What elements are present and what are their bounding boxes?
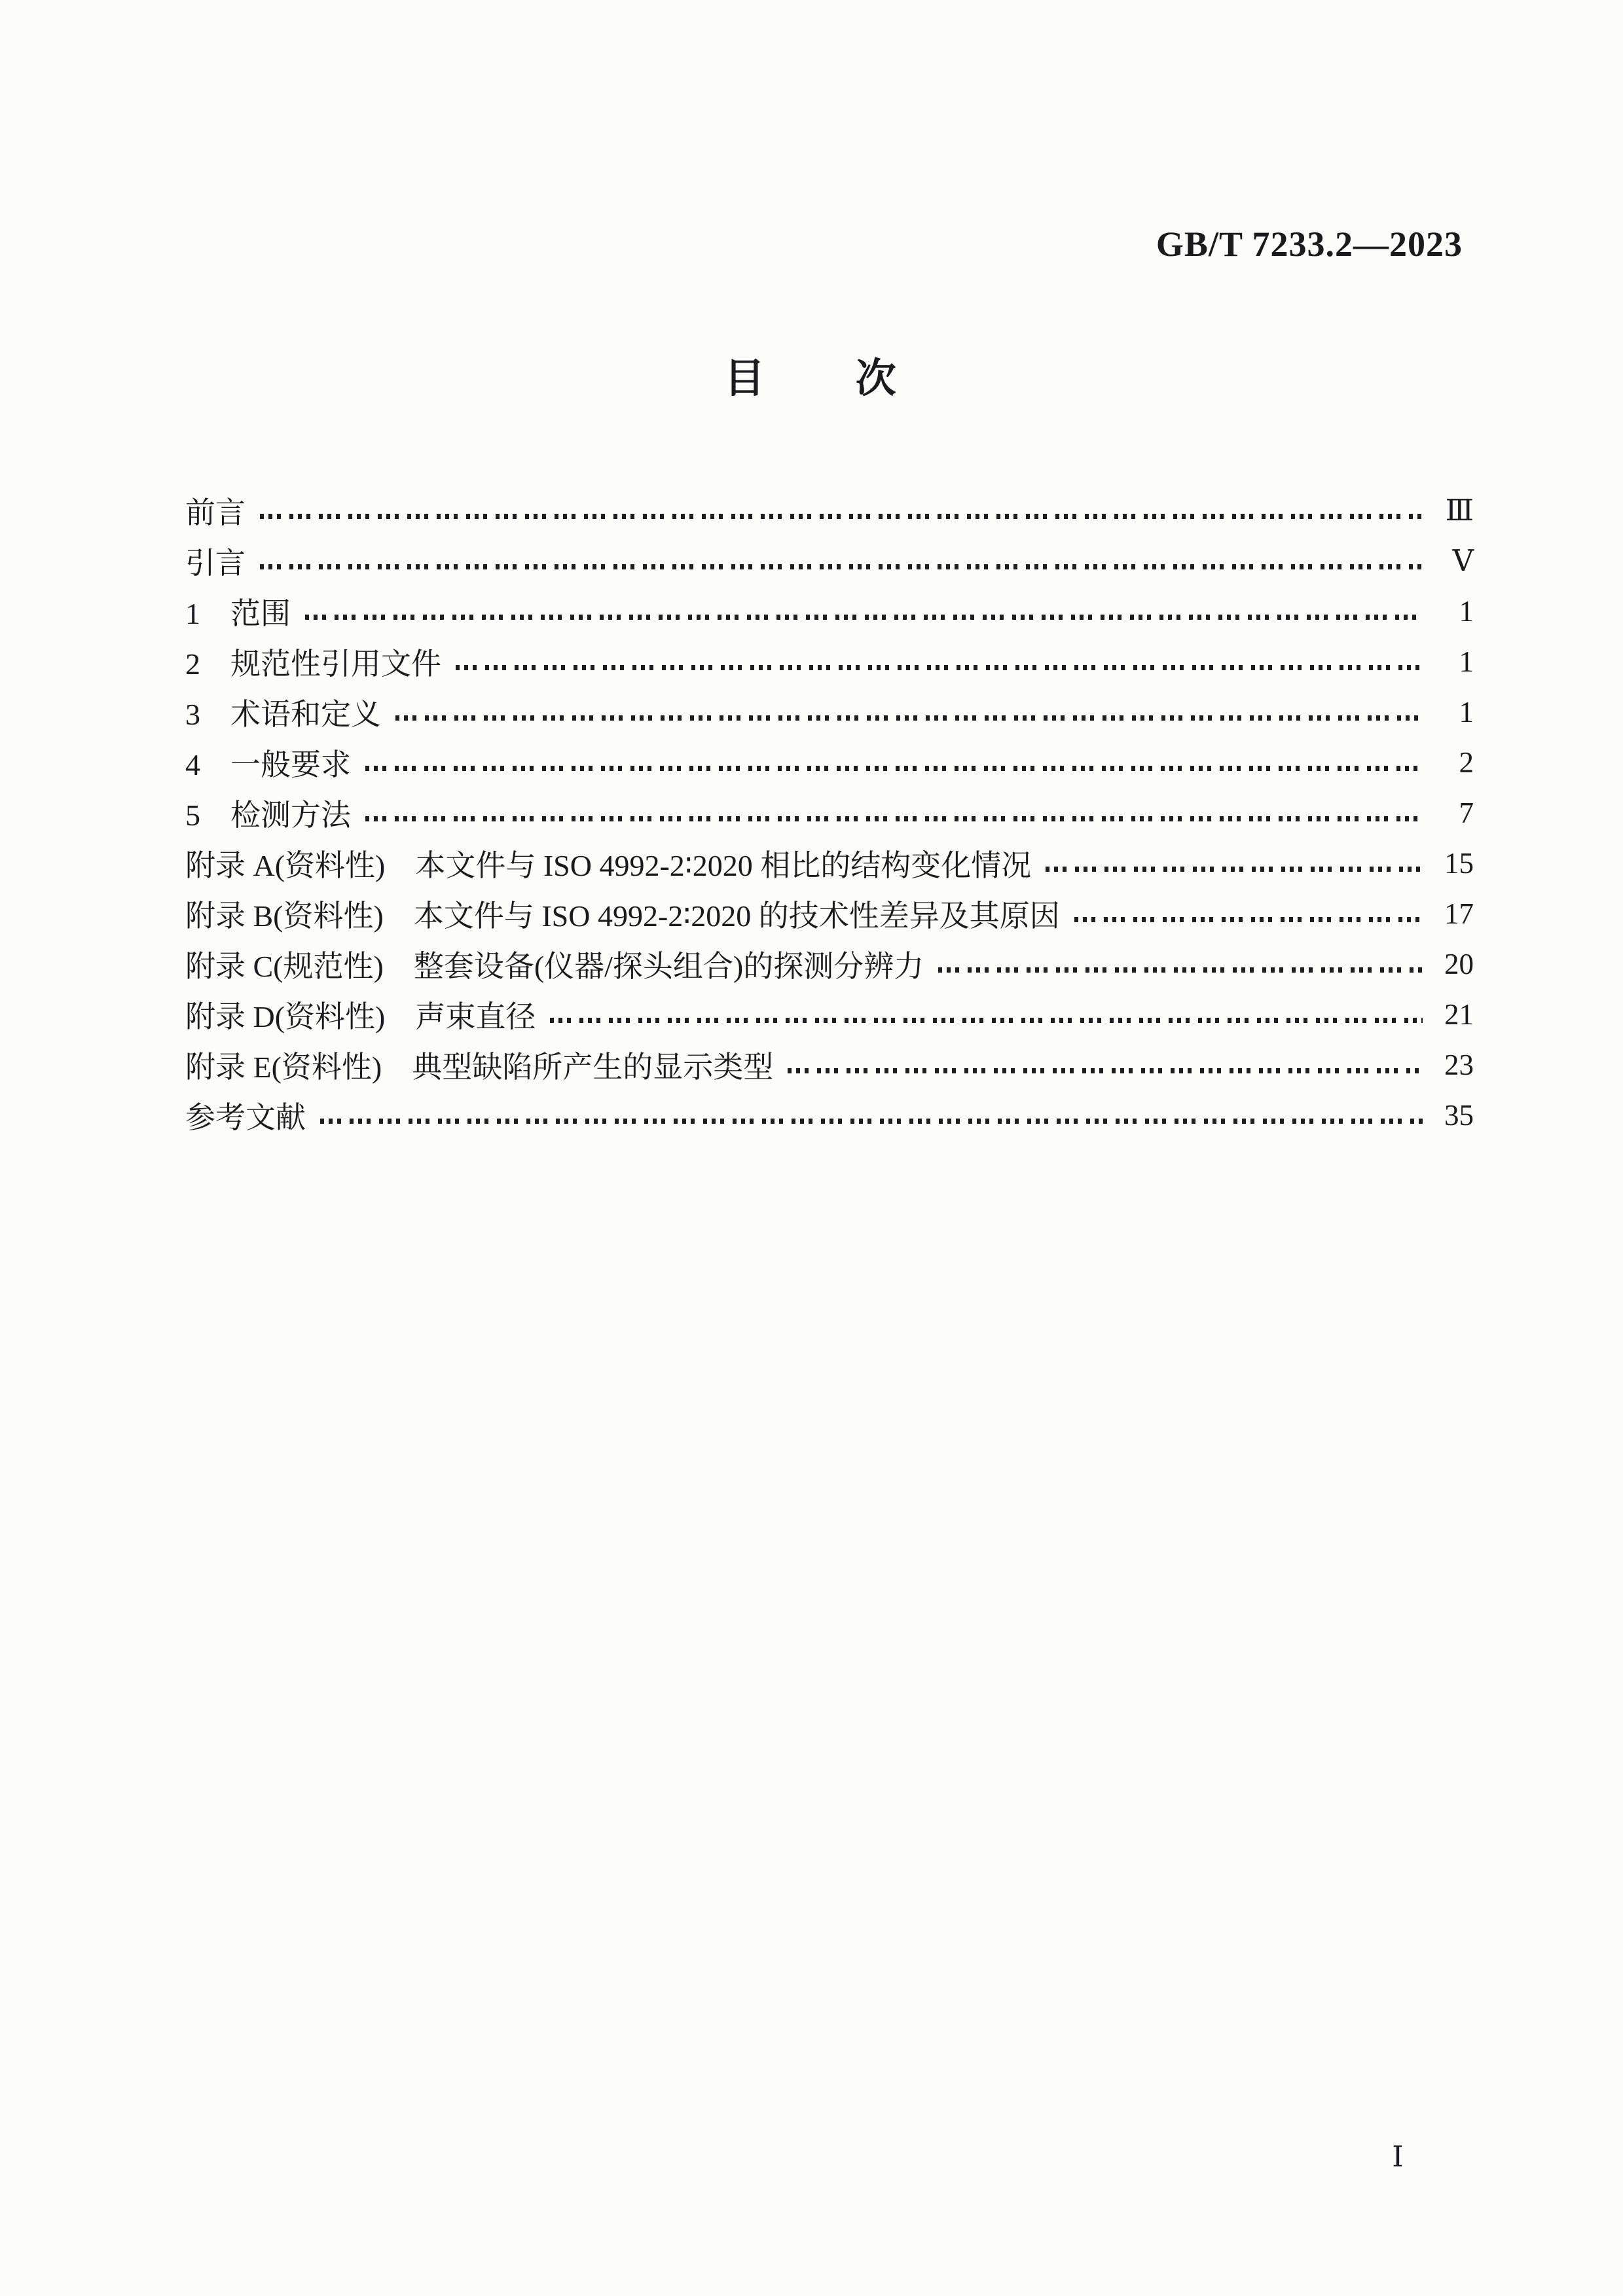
toc-entry-label: 4 一般要求 xyxy=(185,747,351,781)
toc-entry-page: 21 xyxy=(1444,997,1474,1031)
toc-leader-dots xyxy=(550,1018,1423,1023)
table-of-contents xyxy=(185,485,1474,1140)
toc-entry-label: 附录 E(资料性) 典型缺陷所产生的显示类型 xyxy=(185,1050,774,1084)
toc-entry-bibliography xyxy=(185,1090,1474,1140)
toc-entry-label: 2 规范性引用文件 xyxy=(185,647,441,681)
toc-entry-page: 1 xyxy=(1459,695,1474,728)
toc-entry-annex-a xyxy=(185,838,1474,888)
toc-entry-normative-references xyxy=(185,636,1474,687)
page-number-footer: Ⅰ xyxy=(1392,2141,1404,2173)
toc-entry-introduction xyxy=(185,535,1474,586)
toc-leader-dots xyxy=(365,766,1423,771)
toc-entry-page: 17 xyxy=(1444,897,1474,930)
toc-entry-scope xyxy=(185,586,1474,636)
toc-entry-label: 5 检测方法 xyxy=(185,798,351,832)
toc-title: 目 次 xyxy=(724,357,899,401)
toc-leader-dots xyxy=(456,665,1423,670)
toc-entry-annex-c xyxy=(185,939,1474,989)
toc-leader-dots xyxy=(260,564,1423,569)
toc-entry-page: 15 xyxy=(1444,846,1474,880)
toc-leader-dots xyxy=(320,1119,1423,1124)
standard-code: GB/T 7233.2—2023 xyxy=(1156,224,1463,264)
toc-entry-test-methods xyxy=(185,787,1474,838)
toc-leader-dots xyxy=(1074,917,1423,922)
toc-entry-page: Ⅴ xyxy=(1452,545,1474,577)
toc-leader-dots xyxy=(938,967,1423,973)
toc-entry-terms-definitions xyxy=(185,687,1474,737)
toc-leader-dots xyxy=(260,514,1423,519)
toc-entry-page: 1 xyxy=(1459,594,1474,628)
toc-entry-label: 前言 xyxy=(185,495,246,529)
toc-entry-label: 附录 B(资料性) 本文件与 ISO 4992-2∶2020 的技术性差异及其原因 xyxy=(185,899,1060,933)
toc-entry-label: 附录 C(规范性) 整套设备(仪器/探头组合)的探测分辨力 xyxy=(185,949,924,983)
toc-entry-page: 7 xyxy=(1459,796,1474,829)
toc-entry-annex-d xyxy=(185,989,1474,1039)
toc-entry-annex-b xyxy=(185,888,1474,939)
toc-entry-label: 附录 D(资料性) 声束直径 xyxy=(185,999,536,1033)
toc-entry-label: 附录 A(资料性) 本文件与 ISO 4992-2∶2020 相比的结构变化情况 xyxy=(185,848,1032,882)
toc-leader-dots xyxy=(305,615,1423,620)
toc-leader-dots xyxy=(365,816,1423,821)
toc-leader-dots xyxy=(788,1068,1423,1073)
toc-entry-label: 1 范围 xyxy=(185,596,291,630)
toc-entry-label: 引言 xyxy=(185,546,246,580)
toc-leader-dots xyxy=(395,715,1423,721)
toc-entry-page: 35 xyxy=(1444,1098,1474,1132)
toc-leader-dots xyxy=(1046,867,1423,872)
toc-entry-label: 参考文献 xyxy=(185,1100,306,1134)
toc-entry-foreword xyxy=(185,485,1474,535)
toc-entry-page: 1 xyxy=(1459,645,1474,678)
toc-entry-page: 2 xyxy=(1459,745,1474,779)
toc-entry-page: Ⅲ xyxy=(1445,494,1474,527)
toc-entry-page: 20 xyxy=(1444,947,1474,980)
toc-entry-label: 3 术语和定义 xyxy=(185,697,381,731)
toc-entry-page: 23 xyxy=(1444,1048,1474,1081)
toc-entry-annex-e xyxy=(185,1039,1474,1090)
toc-entry-general-requirements xyxy=(185,737,1474,787)
